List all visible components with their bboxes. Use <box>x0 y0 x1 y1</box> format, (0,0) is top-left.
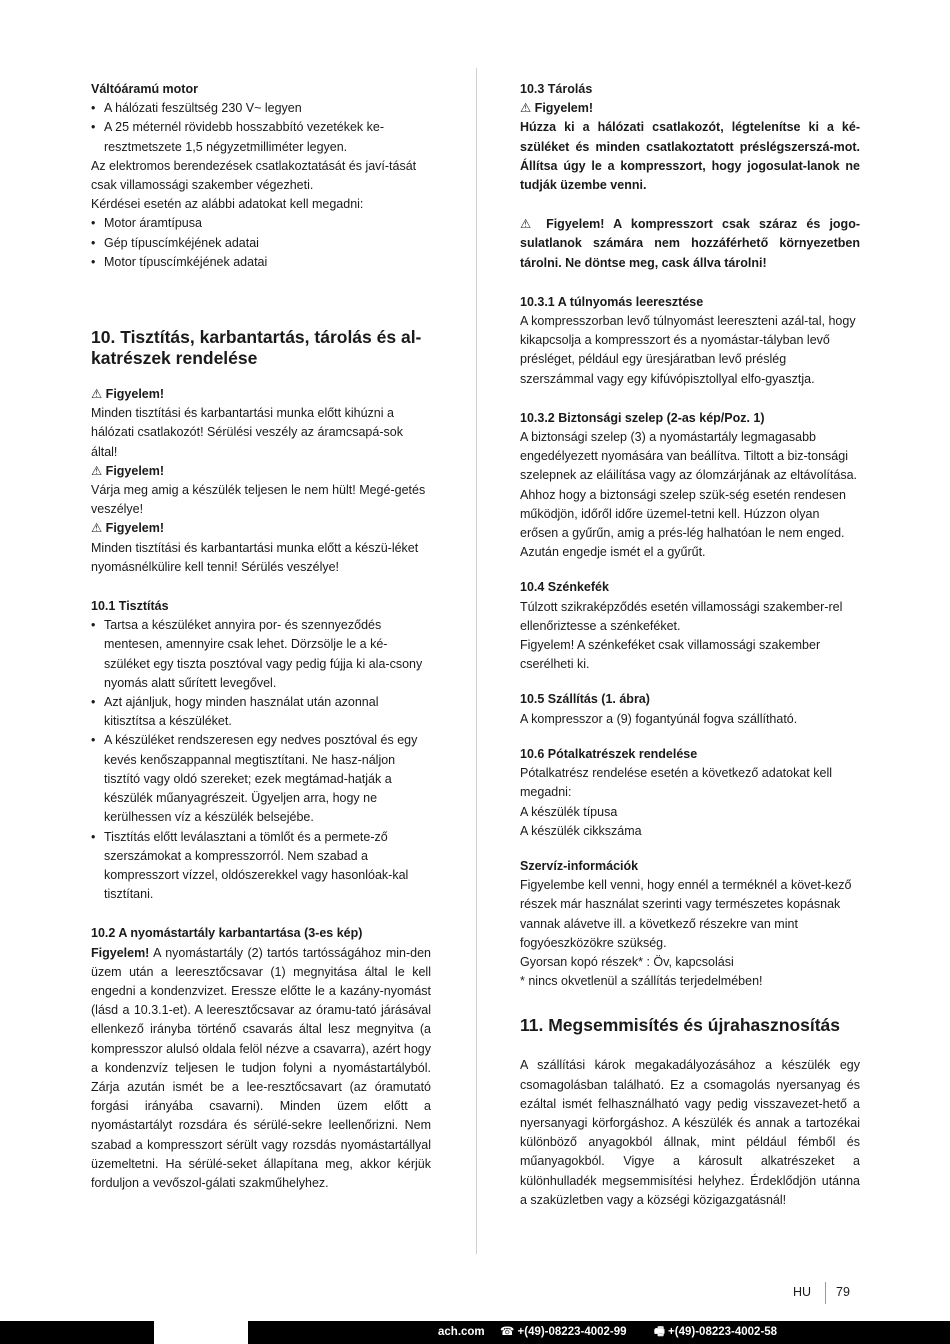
service-wear-parts: Gyorsan kopó részek* : Öv, kapcsolási <box>520 954 734 969</box>
service-info-title: Szervíz-információk <box>520 858 639 873</box>
section-10-3-2-title: 10.3.2 Biztonsági szelep (2-as kép/Poz. 1) <box>520 410 765 425</box>
footer-divider <box>825 1282 826 1304</box>
list-item: • A készüléket rendszeresen egy nedves posztóval és egy kevés kenőszappannal megtisztítani. Ne hasz-náljon tisztító vagy oldó szereket; ezek megtámad-hatják a készülék műanyagrészeit. Ügyeljen arra, hogy ne kerülhessen víz a készülék belsejébe. <box>91 731 431 827</box>
section-10-2-text <box>91 944 431 1194</box>
language-code: HU <box>793 1285 812 1299</box>
warning-text: Várja meg amig a készülék teljesen le nem hült! Megé-getés veszélye! <box>91 483 426 517</box>
section-10-title: 10. Tisztítás, karbantartás, tárolás és al-katrészek rendelése <box>91 327 422 369</box>
section-10-5-text: A kompresszor a (9) fogantyúnál fogva szállítható. <box>520 711 798 726</box>
warning-text: Minden tisztítási és karbantartási munka előtt kihúzni a hálózati csatlakozót! Sérülési veszély az áramcsapá-sok által! <box>91 406 403 459</box>
list-item: • A hálózati feszültség 230 V~ legyen <box>91 99 431 118</box>
section-10-3-2-text: A biztonsági szelep (3) a nyomástartály legmagasabb engedélyezett nyomására van beállítva. Tiltott a biz-tonsági szelepnek az eláilítása vagy az ólomzárjának az eltávolítása. Ahhoz hogy a biztonsági szelep szük-ség esetén rendesen működjön, időről időre üzemel-tetni kell. Húzzon olyan erősen a gyűrűn, amig a prés-lég halhatóan le nem enged. Azután engedje ismét el a gyűrűt. <box>520 430 857 560</box>
warning-label: ⚠ Figyelem! <box>520 101 594 116</box>
motor-heading: Váltóáramú motor <box>91 82 198 96</box>
section-10-3-title: 10.3 Tárolás <box>520 82 593 96</box>
warning-label: ⚠ Figyelem! <box>91 463 165 478</box>
motor-bullet-list <box>91 99 431 157</box>
page-number: 79 <box>836 1285 850 1299</box>
section-10-4-text: Túlzott szikraképződés esetén villamossági szakember-rel ellenőriztesse a szénkeféket. <box>520 599 843 633</box>
footer-bar-left <box>0 1321 154 1344</box>
list-item: A készülék típusa <box>520 804 618 819</box>
right-column <box>520 80 860 1210</box>
storage-warning-2: ⚠ Figyelem! A kompresszort csak száraz és jogo-sulatlanok számára nem hozzáférhető környezetben tárolni. Ne döntse meg, cask állva tárolni! <box>520 217 860 270</box>
phone-number: ☎ +(49)-08223-4002-99 <box>500 1326 627 1338</box>
motor-query: Kérdései esetén az alábbi adatokat kell megadni: <box>91 197 364 212</box>
service-note: * nincs okvetlenül a szállítás terjedelmében! <box>520 974 763 989</box>
left-column <box>91 80 431 1193</box>
section-10-6-text: Pótalkatrész rendelése esetén a következő adatokat kell megadni: <box>520 766 832 800</box>
warning-label: ⚠ Figyelem! <box>91 521 165 536</box>
list-item: A készülék cikkszáma <box>520 823 642 838</box>
list-item: • Azt ajánljuk, hogy minden használat után azonnal kitisztítsa a készüléket. <box>91 693 431 731</box>
website-text: ach.com <box>438 1326 485 1338</box>
service-info-text: Figyelembe kell venni, hogy ennél a terméknél a követ-kező részek már használat szerinti vagy természetes kopásnak vannak alávetve ill. a következő részekre van mint fogyóeszközökre szükség. <box>520 878 852 950</box>
section-10-3-1-title: 10.3.1 A túlnyomás leeresztése <box>520 294 704 309</box>
warning-text: Minden tisztítási és karbantartási munka előtt a készü-léket nyomásnélkülire kell tenni! Sérülés veszélye! <box>91 540 419 574</box>
storage-warning-text: Húzza ki a hálózati csatlakozót, légtelenítse ki a ké-szüléket és minden csatlakoztatott préslégszerszá-mot. Állítsa úgy le a kompresszort, hogy jogosulat-lanok ne tudják üzembe venni. <box>520 120 860 193</box>
warning-label: ⚠ Figyelem! <box>91 387 165 402</box>
section-10-2-title: 10.2 A nyomástartály karbantartása (3-es kép) <box>91 926 363 941</box>
list-item: • Motor áramtípusa <box>91 214 431 233</box>
section-10-6-title: 10.6 Pótalkatrészek rendelése <box>520 746 698 761</box>
list-item: • Gép típuscímkéjének adatai <box>91 234 431 253</box>
section-10-5-title: 10.5 Szállítás (1. ábra) <box>520 692 650 707</box>
column-divider <box>476 68 477 1254</box>
list-item: • A 25 méternél rövidebb hosszabbító vezetékek ke-resztmetszete 1,5 négyzetmilliméter legyen. <box>91 118 431 156</box>
motor-text: Az elektromos berendezések csatlakoztatását és javí-tását csak villamossági szakember végezheti. <box>91 158 417 193</box>
list-item: • Motor típuscímkéjének adatai <box>91 253 431 272</box>
fax-number: 🖷 +(49)-08223-4002-58 <box>654 1326 778 1338</box>
section-10-4-title: 10.4 Szénkefék <box>520 580 609 595</box>
list-item: • Tartsa a készüléket annyira por- és szennyeződés mentesen, amennyire csak lehet. Dörzsölje le a ké-szüléket egy tiszta posztóval vagy pedig fújja ki ala-csony nyomás alatt sűrített levegővel. <box>91 616 431 693</box>
section-10-2-lead: Figyelem! <box>91 945 150 960</box>
section-10-2-body: A nyomástartály (2) tartós tartósságához min-den üzem után a leeresztőcsavar (1) megnyitása által le kell engedni a kondenzvizet. Eressze előtte le a kazány-nyomást (lásd a 10.3.1-et). A leeresztőcsavar az óramu-tató járásával ellenkező irányba történő csavarás által lesz megnyitva (a kompresszor alulsó oldala felöl nézve a csavarra), azért hogy a kondenzvíz teljesen le tudjon folyni a nyomástartályból. Zárja azután ismét be a lee-resztőcsavart (az óramutató forgási irányába csavarni). Minden üzem előtt a nyomástartályt rozsdára és sérülé-sekre leellenőrizni. Nem szabad a kompresszort sérült vagy rozsdás nyomástartállyal üzemeltetni. Ha sérülé-seket állapítana meg, akkor kérjük forduljon a vevőszol-gálati szakműhelyhez. <box>91 945 431 1190</box>
section-10-3-1-text: A kompresszorban levő túlnyomást leereszteni azál-tal, hogy kikapcsolja a kompresszort és a nyomástar-tályban levő présléget, például egy üresjáratban levő préslég szerszámmal vagy egy kifúvópisztollyal elfo-gyasztja. <box>520 314 856 386</box>
section-10-1-title: 10.1 Tisztítás <box>91 599 169 614</box>
motor-query-list <box>91 214 431 272</box>
footer-contact-bar <box>248 1321 950 1344</box>
list-item: • Tisztítás előtt leválasztani a tömlőt és a permete-ző szerszámokat a kompresszorról. Nem szabad a kompresszort vízzel, oldószerekkel vagy hasonlóak-kal tisztítani. <box>91 828 431 905</box>
cleaning-list <box>91 616 431 904</box>
section-10-4-text-2: Figyelem! A szénkeféket csak villamossági szakember cserélheti ki. <box>520 638 821 672</box>
section-11-title: 11. Megsemmisítés és újrahasznosítás <box>520 1015 841 1036</box>
section-11-text: A szállítási károk megakadályozásához a készülék egy csomagolásban található. Ez a csomagolás nyersanyag és ezáltal ismét felhasználható vagy pedig visszavezet-hető a nyersanyagi körforgáshoz. A készülék és annak a tartozékai különböző anyagokból állnak, mint például fémből és műanyagokból. Vigye a károsult alkatrészeket a különhulladék megsemmisítési helyhez. Érdeklődjön utánna a szaküzletben vagy a községi közigazgatásnál! <box>520 1058 860 1207</box>
